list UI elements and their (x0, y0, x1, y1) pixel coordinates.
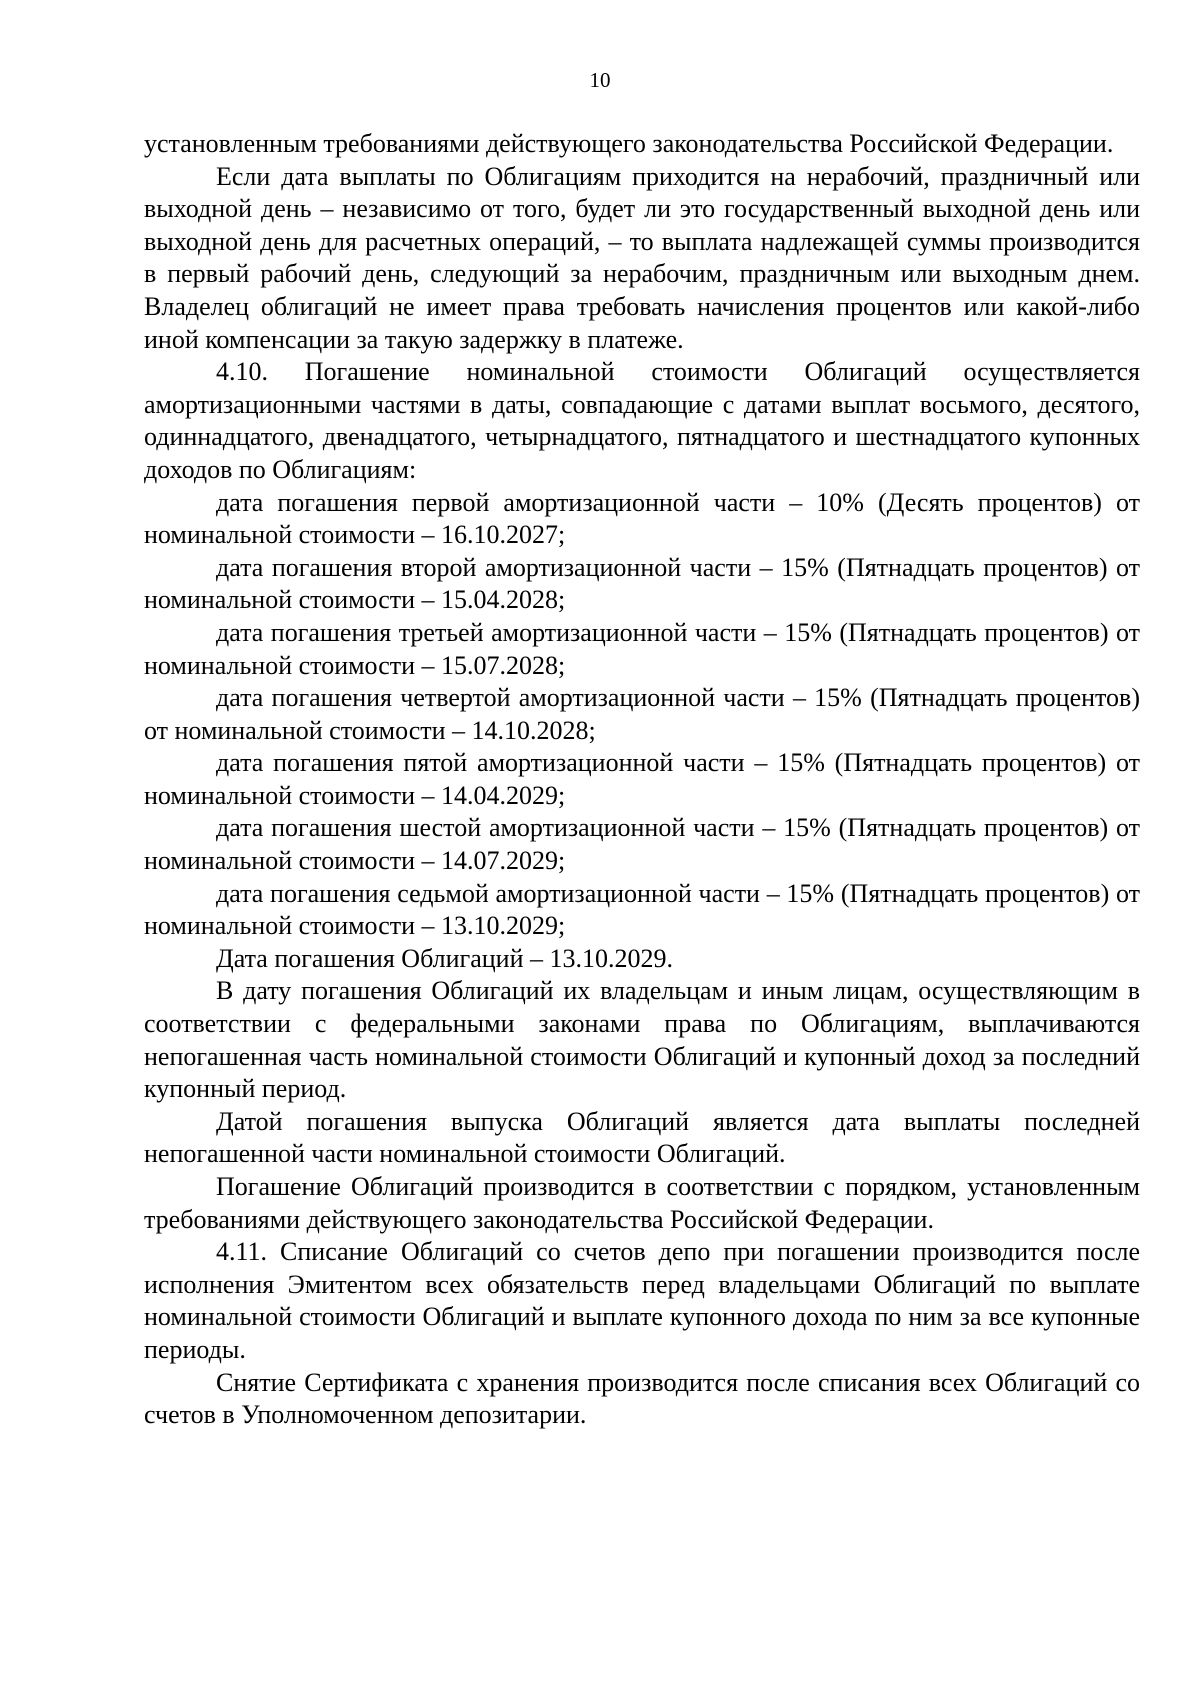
paragraph-continuation: установленным требованиями действующего законодательства Российской Федерации. (144, 129, 1114, 158)
paragraph-holiday-payment: Если дата выплаты по Облигациям приходится на нерабочий, праздничный или выходной день – независимо от того, будет ли это государственный выходной день или выходной день для расчетных операций, – то выплата надлежащей суммы производится в первый рабочий день, следующий за нерабочим, праздничным или выходным днем. Владелец облигаций не имеет права требовать начисления процентов или какой-либо иной компенсации за такую задержку в платеже. (144, 161, 1140, 354)
paragraph-issue-maturity-date: Датой погашения выпуска Облигаций является дата выплаты последней непогашенной части номинальной стоимости Облигаций. (144, 1106, 1140, 1169)
page-number: 10 (589, 68, 611, 92)
amortization-part-7: дата погашения седьмой амортизационной части – 15% (Пятнадцать процентов) от номинальной стоимости – 13.10.2029; (144, 878, 1140, 941)
amortization-part-4: дата погашения четвертой амортизационной части – 15% (Пятнадцать процентов) от номинальной стоимости – 14.10.2028; (144, 683, 1140, 745)
amortization-part-6: дата погашения шестой амортизационной части – 15% (Пятнадцать процентов) от номинальной стоимости – 14.07.2029; (144, 813, 1140, 876)
document-body (144, 128, 1140, 1432)
maturity-date: Дата погашения Облигаций – 13.10.2029. (216, 943, 673, 973)
paragraph-certificate-removal: Снятие Сертификата с хранения производится после списания всех Облигаций со счетов в Уполномоченном депозитарии. (144, 1367, 1140, 1430)
amortization-part-5: дата погашения пятой амортизационной части – 15% (Пятнадцать процентов) от номинальной стоимости – 14.04.2029; (144, 748, 1140, 810)
paragraph-4-10-redemption: 4.10. Погашение номинальной стоимости Облигаций осуществляется амортизационными частями в даты, совпадающие с датами выплат восьмого, десятого, одиннадцатого, двенадцатого, четырнадцатого, пятнадцатого и шестнадцатого купонных доходов по Облигациям: (144, 357, 1140, 484)
amortization-part-2: дата погашения второй амортизационной части – 15% (Пятнадцать процентов) от номинальной стоимости – 15.04.2028; (144, 552, 1140, 615)
paragraph-redemption-procedure: Погашение Облигаций производится в соответствии с порядком, установленным требованиями действующего законодательства Российской Федерации. (144, 1172, 1140, 1234)
paragraph-4-11-write-off: 4.11. Списание Облигаций со счетов депо при погашении производится после исполнения Эмитентом всех обязательств перед владельцами Облигаций по выплате номинальной стоимости Облигаций и выплате купонного дохода по ним за все купонные периоды. (144, 1237, 1140, 1364)
paragraph-maturity-payment: В дату погашения Облигаций их владельцам и иным лицам, осуществляющим в соответствии с федеральными законами права по Облигациям, выплачиваются непогашенная часть номинальной стоимости Облигаций и купонный доход за последний купонный период. (144, 976, 1140, 1104)
amortization-part-1: дата погашения первой амортизационной части – 10% (Десять процентов) от номинальной стоимости – 16.10.2027; (144, 487, 1140, 550)
amortization-part-3: дата погашения третьей амортизационной части – 15% (Пятнадцать процентов) от номинальной стоимости – 15.07.2028; (144, 617, 1140, 680)
